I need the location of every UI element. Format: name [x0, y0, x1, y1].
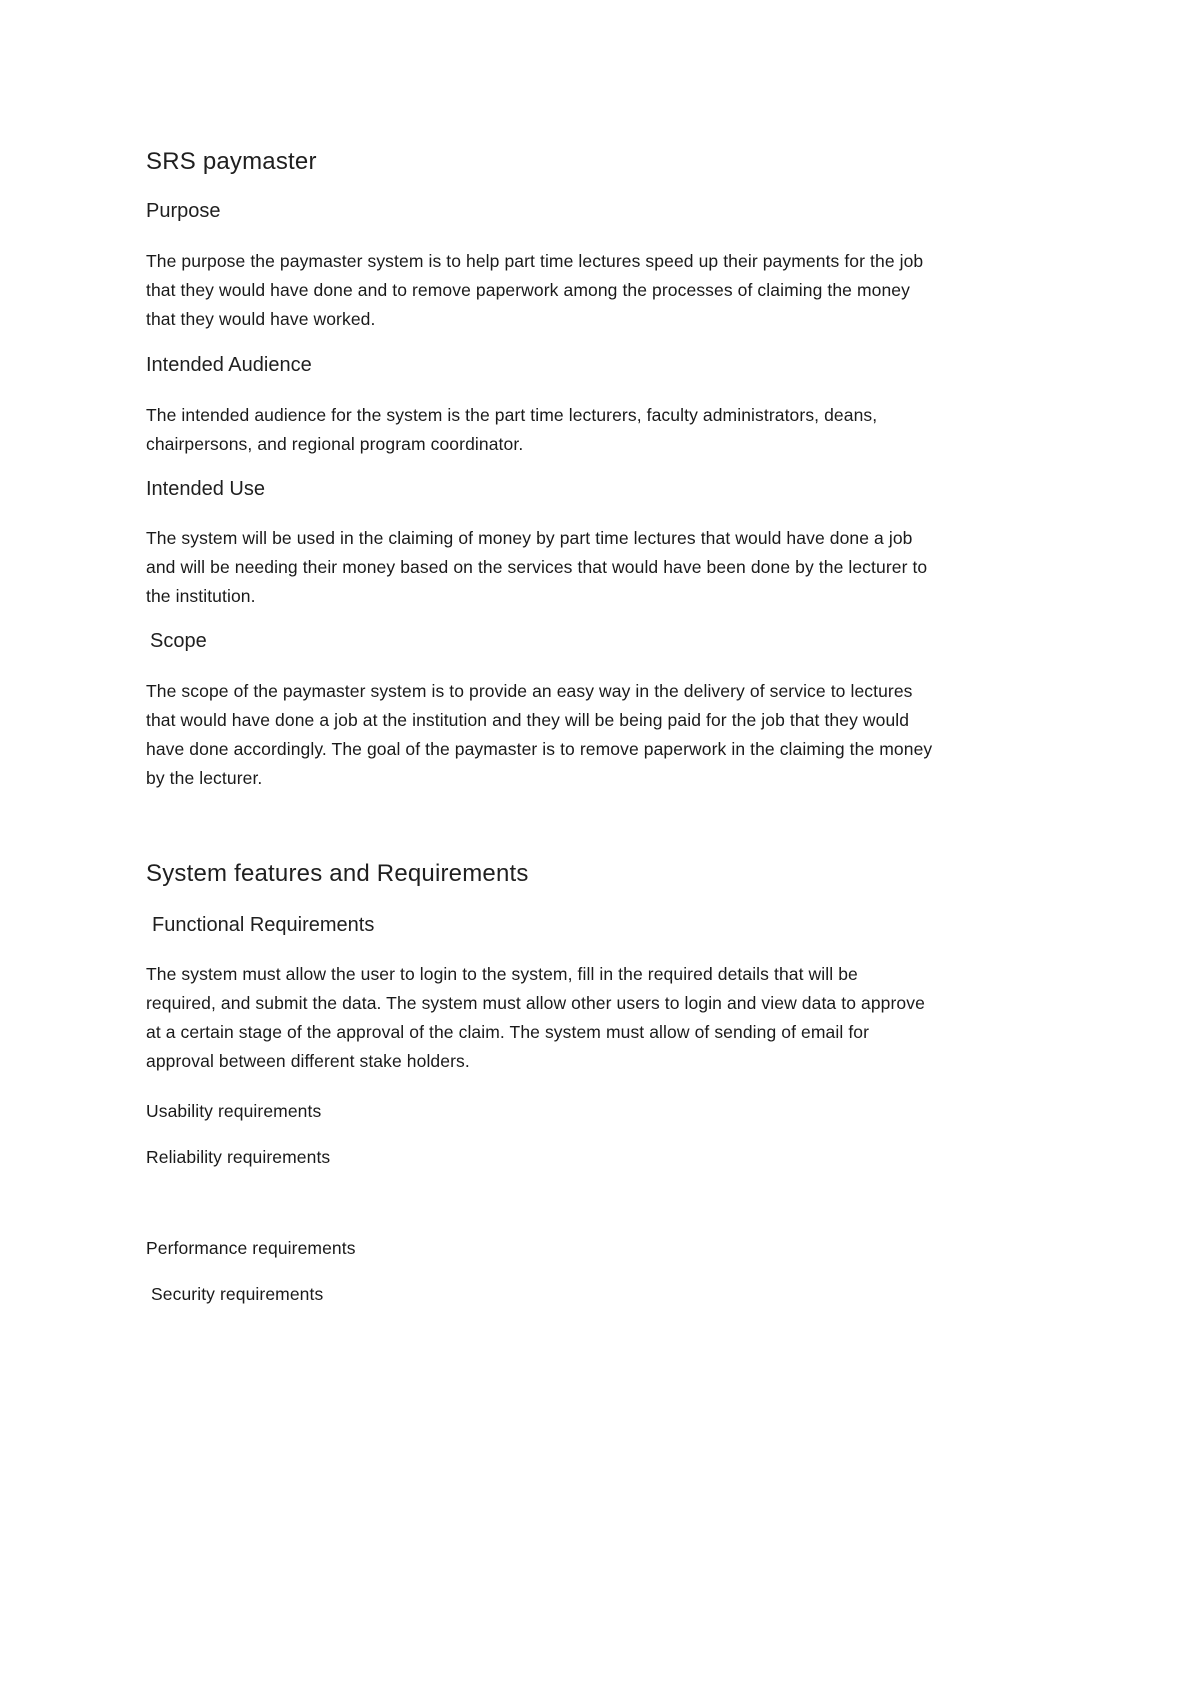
- scope-line: that would have done a job at the institution and they will be being paid for the job that they would: [146, 710, 910, 730]
- functional-line: The system must allow the user to login to the system, fill in the required details that will be: [146, 964, 858, 984]
- scope-heading: Scope: [150, 630, 207, 652]
- intended-use-line: and will be needing their money based on the services that would have been done by the lecturer to: [146, 557, 928, 577]
- security-requirements: Security requirements: [151, 1284, 324, 1304]
- intended-use-line: The system will be used in the claiming of money by part time lectures that would have done a job: [146, 528, 913, 548]
- document-title: SRS paymaster: [146, 148, 317, 175]
- intended-use-line: the institution.: [146, 586, 256, 606]
- intended-audience-line: chairpersons, and regional program coordinator.: [146, 434, 524, 454]
- purpose-paragraph: [146, 247, 923, 334]
- reliability-requirements: Reliability requirements: [146, 1147, 331, 1167]
- functional-requirements-heading: Functional Requirements: [152, 914, 375, 936]
- performance-requirements: Performance requirements: [146, 1238, 356, 1258]
- purpose-line: that they would have worked.: [146, 309, 376, 329]
- intended-use-heading: Intended Use: [146, 478, 265, 500]
- usability-requirements: Usability requirements: [146, 1101, 322, 1121]
- scope-line: The scope of the paymaster system is to provide an easy way in the delivery of service to lectures: [146, 681, 913, 701]
- purpose-heading: Purpose: [146, 200, 221, 222]
- functional-line: required, and submit the data. The system must allow other users to login and view data to approve: [146, 993, 925, 1013]
- scope-paragraph: [146, 677, 932, 793]
- intended-audience-paragraph: [146, 401, 877, 459]
- functional-line: at a certain stage of the approval of the claim. The system must allow of sending of email for: [146, 1022, 870, 1042]
- system-features-heading: System features and Requirements: [146, 860, 529, 887]
- functional-line: approval between different stake holders.: [146, 1051, 470, 1071]
- purpose-line: that they would have done and to remove paperwork among the processes of claiming the money: [146, 280, 910, 300]
- purpose-line: The purpose the paymaster system is to help part time lectures speed up their payments for the job: [146, 251, 924, 271]
- functional-requirements-paragraph: [146, 960, 925, 1076]
- scope-line: have done accordingly. The goal of the paymaster is to remove paperwork in the claiming the money: [146, 739, 933, 759]
- intended-audience-line: The intended audience for the system is the part time lecturers, faculty administrators, deans,: [146, 405, 878, 425]
- intended-audience-heading: Intended Audience: [146, 354, 312, 376]
- intended-use-paragraph: [146, 524, 927, 611]
- scope-line: by the lecturer.: [146, 768, 263, 788]
